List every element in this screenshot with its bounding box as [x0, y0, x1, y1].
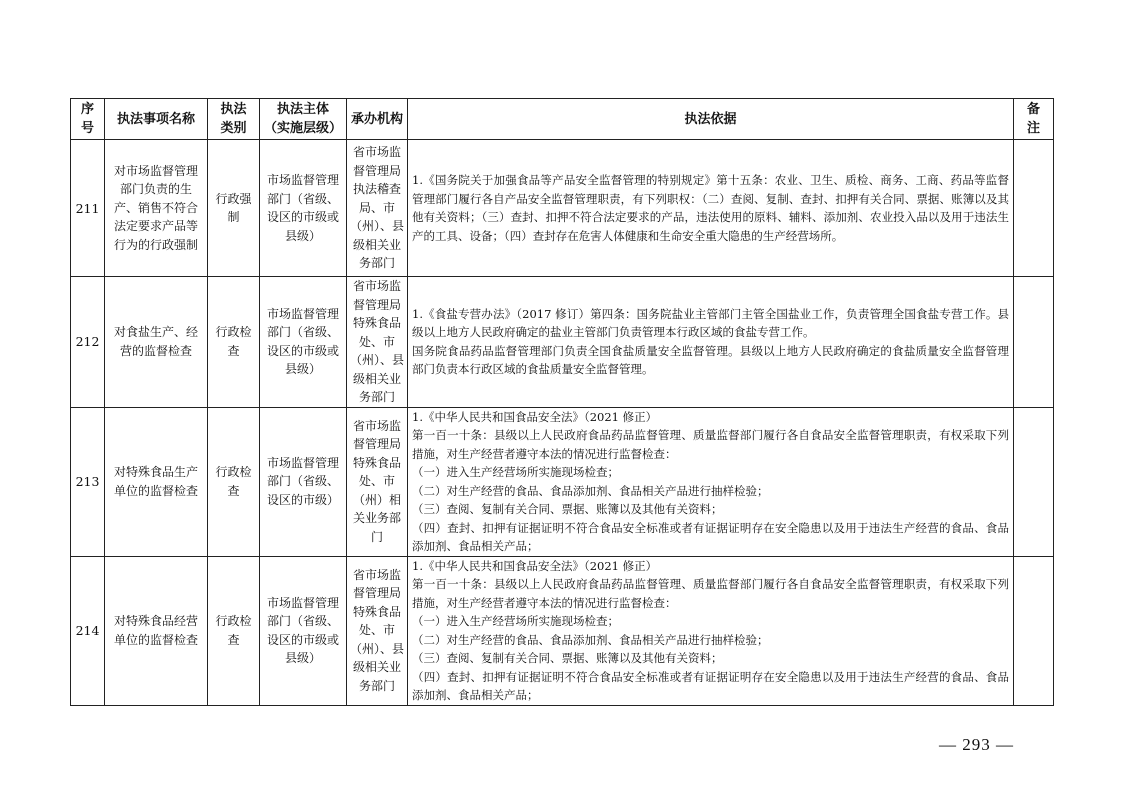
row-basis	[408, 140, 1014, 277]
basis-paragraph: 1.《中华人民共和国食品安全法》（2021 修正）	[412, 409, 658, 424]
table-row	[71, 277, 1054, 408]
enforcement-table	[70, 98, 1054, 706]
header-remarks: 备注	[1014, 99, 1054, 140]
row-basis	[408, 277, 1014, 408]
row-agency: 省市场监督管理局执法稽查局、市（州）、县级相关业务部门	[347, 140, 408, 277]
row-seq: 213	[71, 407, 105, 556]
basis-paragraph: 1.《食盐专营办法》（2017 修订）第四条：国务院盐业主管部门主管全国盐业工作，负责管理全国食盐专营工作。县级以上地方人民政府确定的盐业主管部门负责管理本行政区域的食盐专营工作。	[412, 306, 1009, 340]
header-row	[71, 99, 1054, 140]
row-seq: 214	[71, 556, 105, 705]
row-name: 对食盐生产、经营的监督检查	[105, 277, 208, 408]
header-name: 执法事项名称	[105, 99, 208, 140]
basis-paragraph: （一）进入生产经营场所实施现场检查；	[412, 465, 619, 479]
row-remarks	[1014, 140, 1054, 277]
basis-paragraph: 第一百一十条：县级以上人民政府食品药品监督管理、质量监督部门履行各自食品安全监督管理职责，有权采取下列措施，对生产经营者遵守本法的情况进行监督检查：	[412, 428, 1009, 461]
header-seq: 序号	[71, 99, 105, 140]
basis-paragraph: （一）进入生产经营场所实施现场检查；	[412, 614, 619, 628]
basis-paragraph: 1.《中华人民共和国食品安全法》（2021 修正）	[412, 558, 658, 573]
header-subject	[260, 99, 347, 140]
table-row	[71, 556, 1054, 705]
basis-paragraph: （二）对生产经营的食品、食品添加剂、食品相关产品进行抽样检验；	[412, 483, 769, 498]
row-subject: 市场监督管理部门（省级、设区的市级或县级）	[260, 140, 347, 277]
header-subject-line2: （实施层级）	[263, 121, 342, 136]
page-number: — 293 —	[939, 735, 1014, 754]
row-seq: 211	[71, 140, 105, 277]
row-subject: 市场监督管理部门（省级、设区的市级或县级）	[260, 277, 347, 408]
row-remarks	[1014, 277, 1054, 408]
row-basis	[408, 407, 1014, 556]
header-subject-line1: 执法主体	[276, 102, 329, 117]
row-name: 对市场监督管理部门负责的生产、销售不符合法定要求产品等行为的行政强制	[105, 140, 208, 277]
basis-paragraph: 1.《国务院关于加强食品等产品安全监督管理的特别规定》第十五条：农业、卫生、质检、商务、工商、药品等监督管理部门履行各自产品安全监督管理职责，有下列职权：（二）查阅、复制、查封、扣押有关合同、票据、账簿以及其他有关资料；（三）查封、扣押不符合法定要求的产品，违法使用的原料、辅料、添加剂、农业投入品以及用于违法生产的工具、设备；（四）查封存在危害人体健康和生命安全重大隐患的生产经营场所。	[412, 173, 1009, 243]
basis-paragraph: 国务院食品药品监督管理部门负责全国食盐质量安全监督管理。县级以上地方人民政府确定的食盐质量安全监督管理部门负责本行政区域的食盐质量安全监督管理。	[412, 343, 1009, 377]
row-remarks	[1014, 556, 1054, 705]
basis-paragraph: （四）查封、扣押有证据证明不符合食品安全标准或者有证据证明存在安全隐患以及用于违法生产经营的食品、食品添加剂、食品相关产品；	[412, 520, 1009, 553]
row-agency: 省市场监督管理局特殊食品处、市（州）、县级相关业务部门	[347, 277, 408, 408]
row-category: 行政检查	[208, 407, 260, 556]
basis-paragraph: （三）查阅、复制有关合同、票据、账簿以及其他有关资料；	[412, 502, 723, 516]
basis-paragraph: 第一百一十条：县级以上人民政府食品药品监督管理、质量监督部门履行各自食品安全监督管理职责，有权采取下列措施，对生产经营者遵守本法的情况进行监督检查：	[412, 577, 1009, 610]
row-name: 对特殊食品经营单位的监督检查	[105, 556, 208, 705]
row-seq: 212	[71, 277, 105, 408]
table-row	[71, 140, 1054, 277]
row-agency: 省市场监督管理局特殊食品处、市（州）相关业务部门	[347, 407, 408, 556]
row-name: 对特殊食品生产单位的监督检查	[105, 407, 208, 556]
row-category: 行政检查	[208, 277, 260, 408]
basis-paragraph: （四）查封、扣押有证据证明不符合食品安全标准或者有证据证明存在安全隐患以及用于违法生产经营的食品、食品添加剂、食品相关产品；	[412, 669, 1009, 702]
basis-paragraph: （二）对生产经营的食品、食品添加剂、食品相关产品进行抽样检验；	[412, 632, 769, 647]
header-agency: 承办机构	[347, 99, 408, 140]
row-remarks	[1014, 407, 1054, 556]
header-category: 执法类别	[208, 99, 260, 140]
row-category: 行政检查	[208, 556, 260, 705]
basis-paragraph: （三）查阅、复制有关合同、票据、账簿以及其他有关资料；	[412, 651, 723, 665]
row-agency: 省市场监督管理局特殊食品处、市（州）、县级相关业务部门	[347, 556, 408, 705]
row-category: 行政强制	[208, 140, 260, 277]
row-subject: 市场监督管理部门（省级、设区的市级）	[260, 407, 347, 556]
header-basis: 执法依据	[408, 99, 1014, 140]
row-basis	[408, 556, 1014, 705]
row-subject: 市场监督管理部门（省级、设区的市级或县级）	[260, 556, 347, 705]
table-row	[71, 407, 1054, 556]
